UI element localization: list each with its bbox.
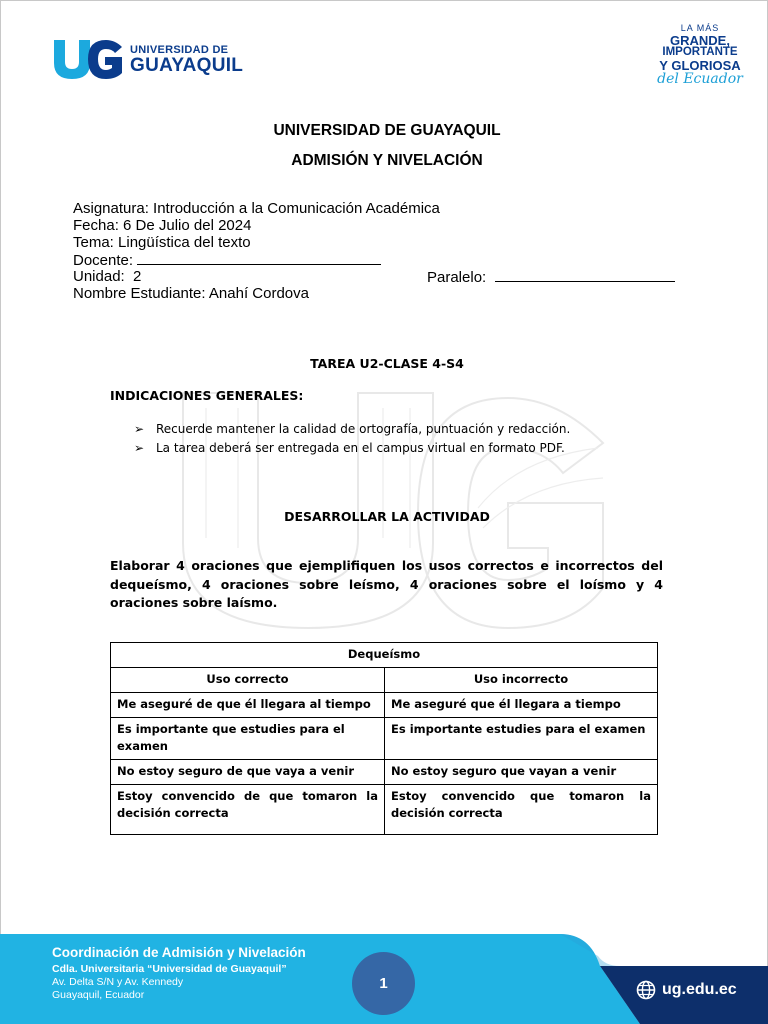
slogan-line2: GRANDE,: [670, 33, 730, 48]
teacher-blank: [137, 251, 381, 265]
table-cell: No estoy seguro de que vaya a venir: [111, 760, 385, 785]
bullet-text: Recuerde mantener la calidad de ortografía, puntuación y redacción.: [156, 422, 571, 436]
table-row: [111, 718, 658, 760]
logo-text-line1: UNIVERSIDAD DE: [130, 44, 229, 56]
table-cell: No estoy seguro que vayan a venir: [385, 760, 658, 785]
table-cell: Es importante estudies para el examen: [385, 718, 658, 760]
date-line: Fecha: 6 De Julio del 2024: [73, 217, 252, 234]
table-cell: Me aseguré de que él llegara al tiempo: [111, 693, 385, 718]
footer-address-3: Guayaquil, Ecuador: [52, 989, 145, 1001]
logo-text-line2: GUAYAQUIL: [130, 55, 244, 76]
teacher-label: Docente:: [73, 252, 134, 269]
indications-title: INDICACIONES GENERALES:: [110, 388, 304, 403]
page-number-badge: 1: [352, 952, 415, 1015]
header-correct: Uso correcto: [111, 668, 385, 693]
student-line: Nombre Estudiante: Anahí Cordova: [73, 285, 309, 302]
table-cell: Estoy convencido de que tomaron la decisión correcta: [111, 785, 385, 835]
globe-icon: [636, 980, 656, 1000]
table-cell: Es importante que estudies para el examen: [111, 718, 385, 760]
header-incorrect: Uso incorrecto: [385, 668, 658, 693]
bullet-text: La tarea deberá ser entregada en el campus virtual en formato PDF.: [156, 441, 565, 455]
table-row: [111, 760, 658, 785]
table-header-row: [111, 668, 658, 693]
slogan-line1: LA MÁS: [680, 23, 720, 33]
website-text[interactable]: ug.edu.ec: [662, 981, 737, 998]
table-row: [111, 693, 658, 718]
unit-label: Unidad:: [73, 268, 125, 285]
task-title: TAREA U2-CLASE 4-S4: [310, 356, 464, 371]
footer-coordination: Coordinación de Admisión y Nivelación: [52, 945, 306, 960]
table-cell: Me aseguré que él llegara a tiempo: [385, 693, 658, 718]
footer-address-2: Av. Delta S/N y Av. Kennedy: [52, 976, 184, 988]
teacher-line: [73, 251, 381, 269]
footer-website[interactable]: [636, 980, 737, 1000]
activity-title: DESARROLLAR LA ACTIVIDAD: [284, 509, 490, 524]
parallel-blank: [495, 268, 675, 282]
dequeismo-table: [110, 642, 658, 835]
topic-line: Tema: Lingüística del texto: [73, 234, 251, 251]
arrow-bullet-icon: ➢: [134, 422, 145, 436]
slogan-line4: Y GLORIOSA: [659, 57, 741, 73]
slogan-line3: IMPORTANTE: [662, 46, 738, 58]
table-title-row: [111, 643, 658, 668]
ug-logo: [52, 38, 252, 80]
subject-line: Asignatura: Introducción a la Comunicación Académica: [73, 200, 440, 217]
footer-address-1: Cdla. Universitaria “Universidad de Guayaquil”: [52, 963, 287, 975]
instruction-paragraph: Elaborar 4 oraciones que ejemplifiquen los usos correctos e incorrectos del dequeísmo, 4 oraciones sobre leísmo, 4 oraciones sobre el loísmo y 4 oraciones sobre laísmo.: [110, 558, 663, 610]
ug-logo-mark-icon: [52, 38, 124, 80]
university-title: UNIVERSIDAD DE GUAYAQUIL: [273, 122, 501, 139]
unit-value: 2: [133, 268, 142, 285]
bullet-item: [134, 422, 570, 436]
unit-line: [73, 268, 141, 285]
table-row: [111, 785, 658, 835]
bullet-item: [134, 441, 565, 455]
table-title: Dequeísmo: [111, 643, 658, 668]
slogan: [650, 24, 750, 86]
table-cell: Estoy convencido que tomaron la decisión correcta: [385, 785, 658, 835]
department-title: ADMISIÓN Y NIVELACIÓN: [291, 152, 483, 169]
parallel-line: [427, 268, 675, 286]
arrow-bullet-icon: ➢: [134, 441, 145, 455]
slogan-line5: del Ecuador: [657, 70, 743, 87]
parallel-label: Paralelo:: [427, 269, 487, 286]
